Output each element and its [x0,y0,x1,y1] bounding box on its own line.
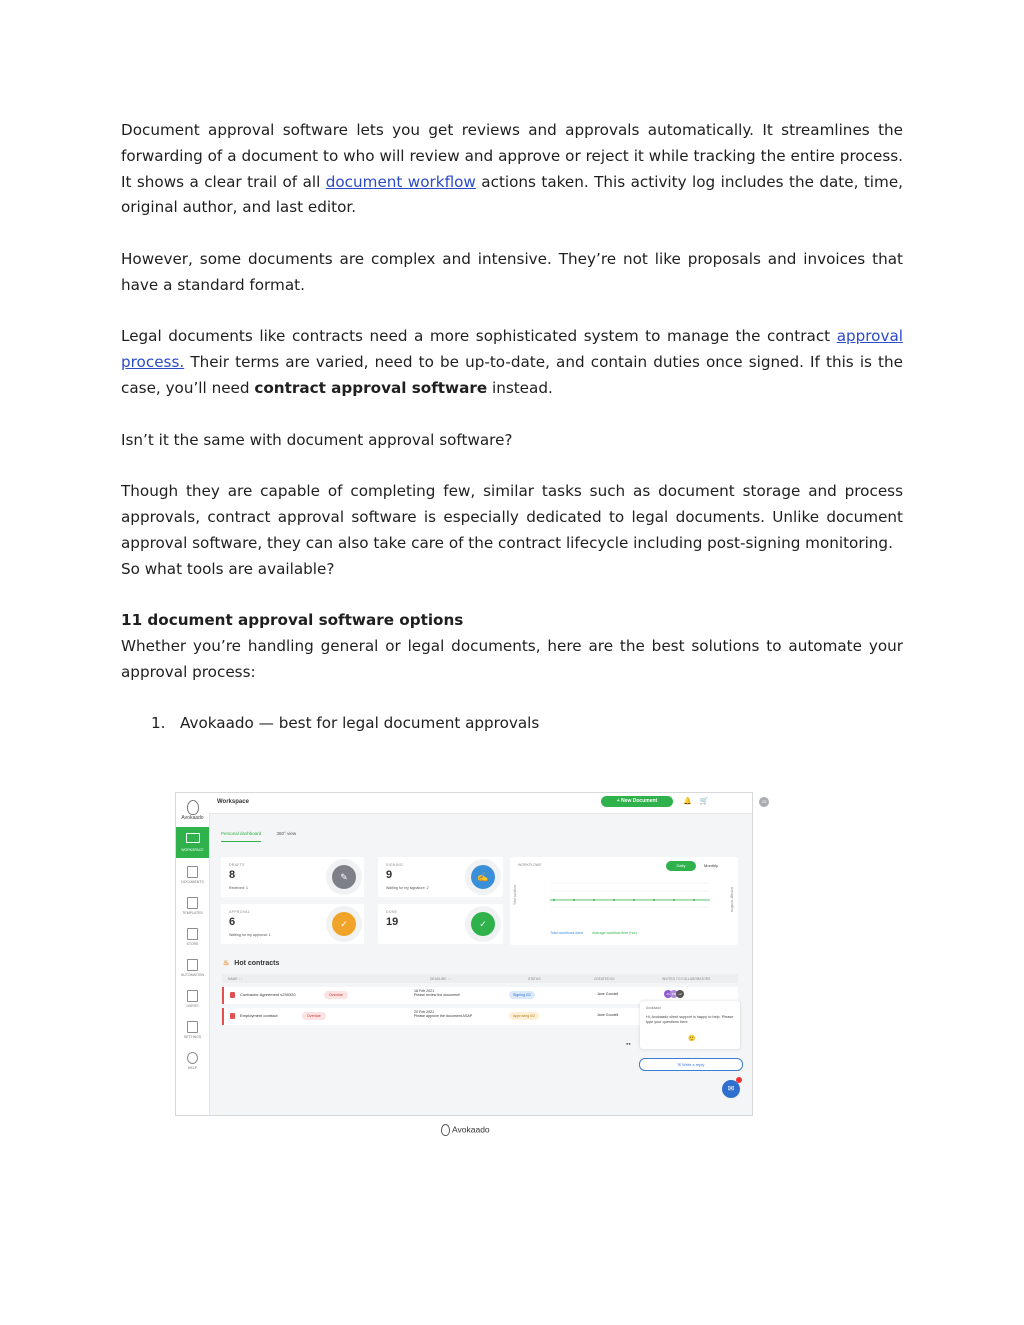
card-value: 9 [386,869,393,881]
hot-contracts-heading: ♨ Hot contracts [223,960,280,967]
workflows-card [510,857,738,945]
avokaado-screenshot [175,792,767,1116]
deadline: 20 Feb 2021 Please approve the document ASAP [414,1010,473,1019]
done-card[interactable] [378,904,503,944]
card-value: 19 [386,916,399,928]
card-label: SIGNING [386,863,403,867]
approval-process-link[interactable]: approval process. [121,327,903,372]
column-created-by: CREATED BY [594,977,615,981]
card-sub: Waiting for my approval: 1 [229,933,271,937]
card-value: 6 [229,916,236,928]
paragraph-intro: Document approval software lets you get reviews and approvals automatically. It streamlines the forwarding of a document to who will review and approve or reject it while tracking the entire process. It shows a clear trail of all document workflow actions taken. This activity log includes the date, time, original author, and last editor. [121,121,903,217]
card-sub: Waiting for my signature: 2 [386,886,429,890]
sidebar-item-label: HELP [187,1066,198,1070]
chat-message: Hi, Avokaado client support is happy to help. Please type your questions here [646,1015,734,1024]
bell-cart-icons[interactable]: 🔔 🛒 [683,798,712,805]
pdf-icon [230,992,235,998]
chat-agent-name: Avokaado [646,1006,662,1010]
legend-total: Total workflows done [550,931,584,935]
sidebar-item-label: USERS [186,1004,199,1008]
sidebar-item-help[interactable] [176,1049,209,1077]
status-badge: Approving 0/2 [509,1012,539,1020]
drafts-icon: ✎ [332,865,356,889]
column-name[interactable]: NAME ↑ ↓ [228,977,243,981]
chat-avatars: ●● [626,1041,631,1046]
users-icon [187,990,198,1002]
column-status: STATUS [528,977,541,981]
dashboard-tabs [221,831,310,842]
cart-icon [187,928,198,940]
chart-legend [550,931,645,935]
page-title: Workspace [217,799,249,805]
sidebar-item-label: STORE [186,942,199,946]
overdue-badge: Overdue [302,1012,326,1020]
tab-360-view[interactable]: 360° view [276,831,297,836]
monitor-icon [186,833,200,843]
document-icon [187,866,198,878]
contract-name[interactable]: Employment contract [240,1013,278,1018]
approval-card[interactable] [221,904,364,944]
avokaado-logo-icon [441,1124,450,1136]
y-axis-left-label: Total workflow [513,885,517,906]
column-deadline[interactable]: DEADLINE ↑ ↓ [430,977,452,981]
card-label: DRAFTS [229,863,245,867]
fire-icon: ♨ [223,960,230,967]
legend-average: Average workflow time (hrs) [592,931,637,935]
logo-text: Avokaado [181,815,204,821]
sidebar-item-documents[interactable] [176,863,209,891]
sidebar-item-store[interactable] [176,925,209,953]
workflows-title: WORKFLOWS [518,863,542,867]
table-header [222,974,738,983]
contract-name[interactable]: Contractor Agreement v230320 [240,992,296,997]
template-icon [187,897,198,909]
monthly-toggle[interactable]: Monthly [704,863,719,868]
paragraph-comparison: Though they are capable of completing few, similar tasks such as document storage and process approvals, contract approval software is especially dedicated to legal documents. Unlike document approval software, they can also take care of the contract lifecycle including post-signing monitoring. [121,482,903,552]
sidebar-item-automation[interactable] [176,956,209,984]
pdf-icon [230,1013,235,1019]
signing-icon: ✍ [471,865,495,889]
document-body [121,118,903,737]
sidebar-item-label: AUTOMATION [180,973,204,977]
overdue-badge: Overdue [324,991,348,999]
created-by: Jane Goodell [597,992,619,996]
sidebar-item-label: TEMPLATES [182,911,203,915]
signing-card[interactable] [378,857,503,897]
sidebar [176,793,210,1115]
tab-personal-dashboard[interactable]: Personal dashboard [221,831,261,842]
avatar[interactable]: JG [759,797,769,807]
help-icon [187,1052,198,1064]
wand-icon [187,959,198,971]
paragraph-options-intro: Whether you’re handling general or legal documents, here are the best solutions to automate your approval process: [121,636,903,681]
done-icon: ✓ [471,912,495,936]
document-workflow-link[interactable]: document workflow [325,172,476,191]
chat-bubble-icon[interactable]: ✉ [722,1080,740,1098]
approval-icon: ✓ [332,912,356,936]
card-sub: Received: 1 [229,886,248,890]
sidebar-item-label: WORKSPACE [181,848,204,852]
created-by: Jane Goodell [597,1013,619,1017]
emoji-icon: 🙂 [688,1036,696,1042]
avokaado-logo-icon [187,800,199,815]
column-collaborators: INVITED TO COLLABORATORS [662,977,711,981]
settings-icon [187,1021,198,1033]
sidebar-item-workspace[interactable] [176,827,209,858]
status-badge: Signing 0/2 [509,991,535,999]
sidebar-item-label: DOCUMENTS [181,880,204,884]
card-label: APPROVAL [229,910,251,914]
daily-toggle[interactable]: Daily [666,861,696,871]
sidebar-item-label: SETTINGS [183,1035,202,1039]
paragraph-complex-docs: However, some documents are complex and intensive. They’re not like proposals and invoices that have a standard format. [121,249,903,294]
deadline: 18 Feb 2021 Please review the document! [414,989,461,998]
paragraph-legal-docs: Legal documents like contracts need a more sophisticated system to manage the contract approval process. Their terms are varied, need to be up-to-date, and contain duties once signed. If this is the case, you’ll need contract approval software instead. [121,327,903,397]
sidebar-item-users[interactable] [176,987,209,1015]
new-document-button[interactable]: + New Document [601,796,673,807]
drafts-card[interactable] [221,857,364,897]
list-item: 1. Avokaado — best for legal document approvals [151,714,540,733]
footer-logo: Avokaado [441,1124,490,1136]
paragraph-tools: So what tools are available? [121,559,335,578]
card-value: 8 [229,869,236,881]
y-axis-right-label: Average workflow [730,887,734,913]
card-label: DONE [386,910,398,914]
sidebar-item-templates[interactable] [176,894,209,922]
notification-badge [736,1077,742,1083]
paragraph-question: Isn’t it the same with document approval software? [121,430,513,449]
top-bar [209,793,767,814]
write-reply-button[interactable]: ✉ Write a reply [639,1058,743,1071]
collaborator-avatars[interactable]: JG PM +2 [664,990,682,998]
section-heading: 11 document approval software options [121,611,464,630]
chat-popup [640,1001,740,1049]
sidebar-item-settings[interactable] [176,1018,209,1046]
